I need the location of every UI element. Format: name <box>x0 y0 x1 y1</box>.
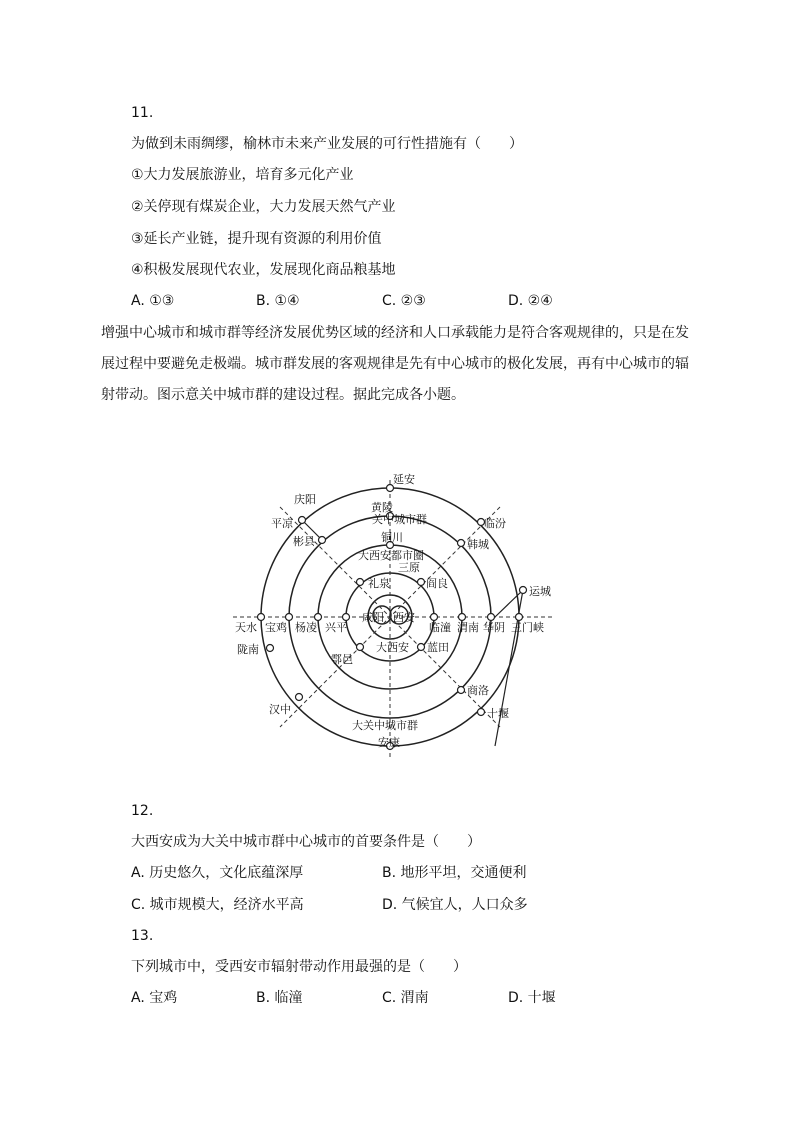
city-sanyuan: 三原 <box>398 561 420 574</box>
city-tongchuan: 铜川 <box>381 531 403 544</box>
question-12-option-d[interactable]: D. 气候宜人，人口众多 <box>382 897 528 913</box>
city-liquan: 礼泉 <box>368 577 390 590</box>
city-ankang: 安康 <box>378 736 400 749</box>
question-13-option-c[interactable]: C. 渭南 <box>382 990 429 1006</box>
question-11-number: 11. <box>131 105 154 121</box>
question-11-item-3: ③延长产业链，提升现有资源的利用价值 <box>131 231 382 247</box>
intro-paragraph: 增强中心城市和城市群等经济发展优势区域的经济和人口承载能力是符合客观规律的，只是在发展过程中要避免走极端。城市群发展的客观规律是先有中心城市的极化发展，再有中心城市的辐射带动。图示意关中城市群的建设过程。据此完成各小题。 <box>101 325 689 403</box>
question-12-option-b[interactable]: B. 地形平坦，交通便利 <box>382 865 527 881</box>
city-pingliang: 平凉 <box>271 517 293 530</box>
city-lintong: 临潼 <box>429 621 451 634</box>
city-huyi: 鄠邑 <box>331 653 353 666</box>
center-label-xian: 西安 <box>393 611 415 624</box>
city-longnan: 陇南 <box>237 643 259 656</box>
center-label-xianyang: 咸阳 <box>362 611 384 624</box>
question-13-stem: 下列城市中，受西安市辐射带动作用最强的是（ ） <box>131 959 467 975</box>
ring-label-big-guanzhong: 大关中城市群 <box>352 719 418 732</box>
question-12-stem: 大西安成为大关中城市群中心城市的首要条件是（ ） <box>131 834 481 850</box>
city-yuncheng: 运城 <box>529 585 551 598</box>
city-lantian: 蓝田 <box>427 641 449 654</box>
city-yanan: 延安 <box>393 473 415 486</box>
question-11-option-b[interactable]: B. ①④ <box>256 293 300 309</box>
city-linfen: 临汾 <box>484 517 506 530</box>
ring-label-guanzhong: 关中城市群 <box>372 513 427 526</box>
question-12-number: 12. <box>131 803 154 819</box>
city-shiyan: 十堰 <box>487 707 509 720</box>
question-13-option-a[interactable]: A. 宝鸡 <box>131 990 178 1006</box>
city-sanmenxia: 三门峡 <box>511 621 544 634</box>
city-huayin: 华阴 <box>483 621 505 634</box>
city-qingyang: 庆阳 <box>294 493 316 506</box>
city-shangluo: 商洛 <box>467 684 489 697</box>
question-13-option-d[interactable]: D. 十堰 <box>508 990 556 1006</box>
city-tianshui: 天水 <box>235 621 257 634</box>
city-binxian: 彬县 <box>293 535 315 548</box>
guanzhong-city-cluster-diagram <box>225 465 575 765</box>
question-11-option-d[interactable]: D. ②④ <box>508 293 553 309</box>
city-hanzhong: 汉中 <box>269 703 291 716</box>
question-12-option-a[interactable]: A. 历史悠久，文化底蕴深厚 <box>131 865 304 881</box>
question-11-item-4: ④积极发展现代农业，发展现化商品粮基地 <box>131 262 396 278</box>
question-11-option-c[interactable]: C. ②③ <box>382 293 426 309</box>
question-12-option-c[interactable]: C. 城市规模大，经济水平高 <box>131 897 304 913</box>
city-xingping: 兴平 <box>325 621 347 634</box>
city-hancheng: 韩城 <box>467 538 489 551</box>
city-yangling: 杨凌 <box>295 621 317 634</box>
city-huangling: 黄陵 <box>371 501 393 514</box>
question-13-number: 13. <box>131 928 154 944</box>
question-11-option-a[interactable]: A. ①③ <box>131 293 175 309</box>
city-yanliang: 阎良 <box>426 577 448 590</box>
ring-label-daxian-metro: 大西安都市圈 <box>358 549 424 562</box>
question-11-stem: 为做到未雨绸缪，榆林市未来产业发展的可行性措施有（ ） <box>131 136 523 152</box>
question-11-item-1: ①大力发展旅游业，培育多元化产业 <box>131 167 354 183</box>
question-13-option-b[interactable]: B. 临潼 <box>256 990 303 1006</box>
question-11-item-2: ②关停现有煤炭企业，大力发展天然气产业 <box>131 199 396 215</box>
city-baoji: 宝鸡 <box>265 621 287 634</box>
city-weinan: 渭南 <box>457 621 479 634</box>
ring-label-daxian: 大西安 <box>376 641 409 654</box>
